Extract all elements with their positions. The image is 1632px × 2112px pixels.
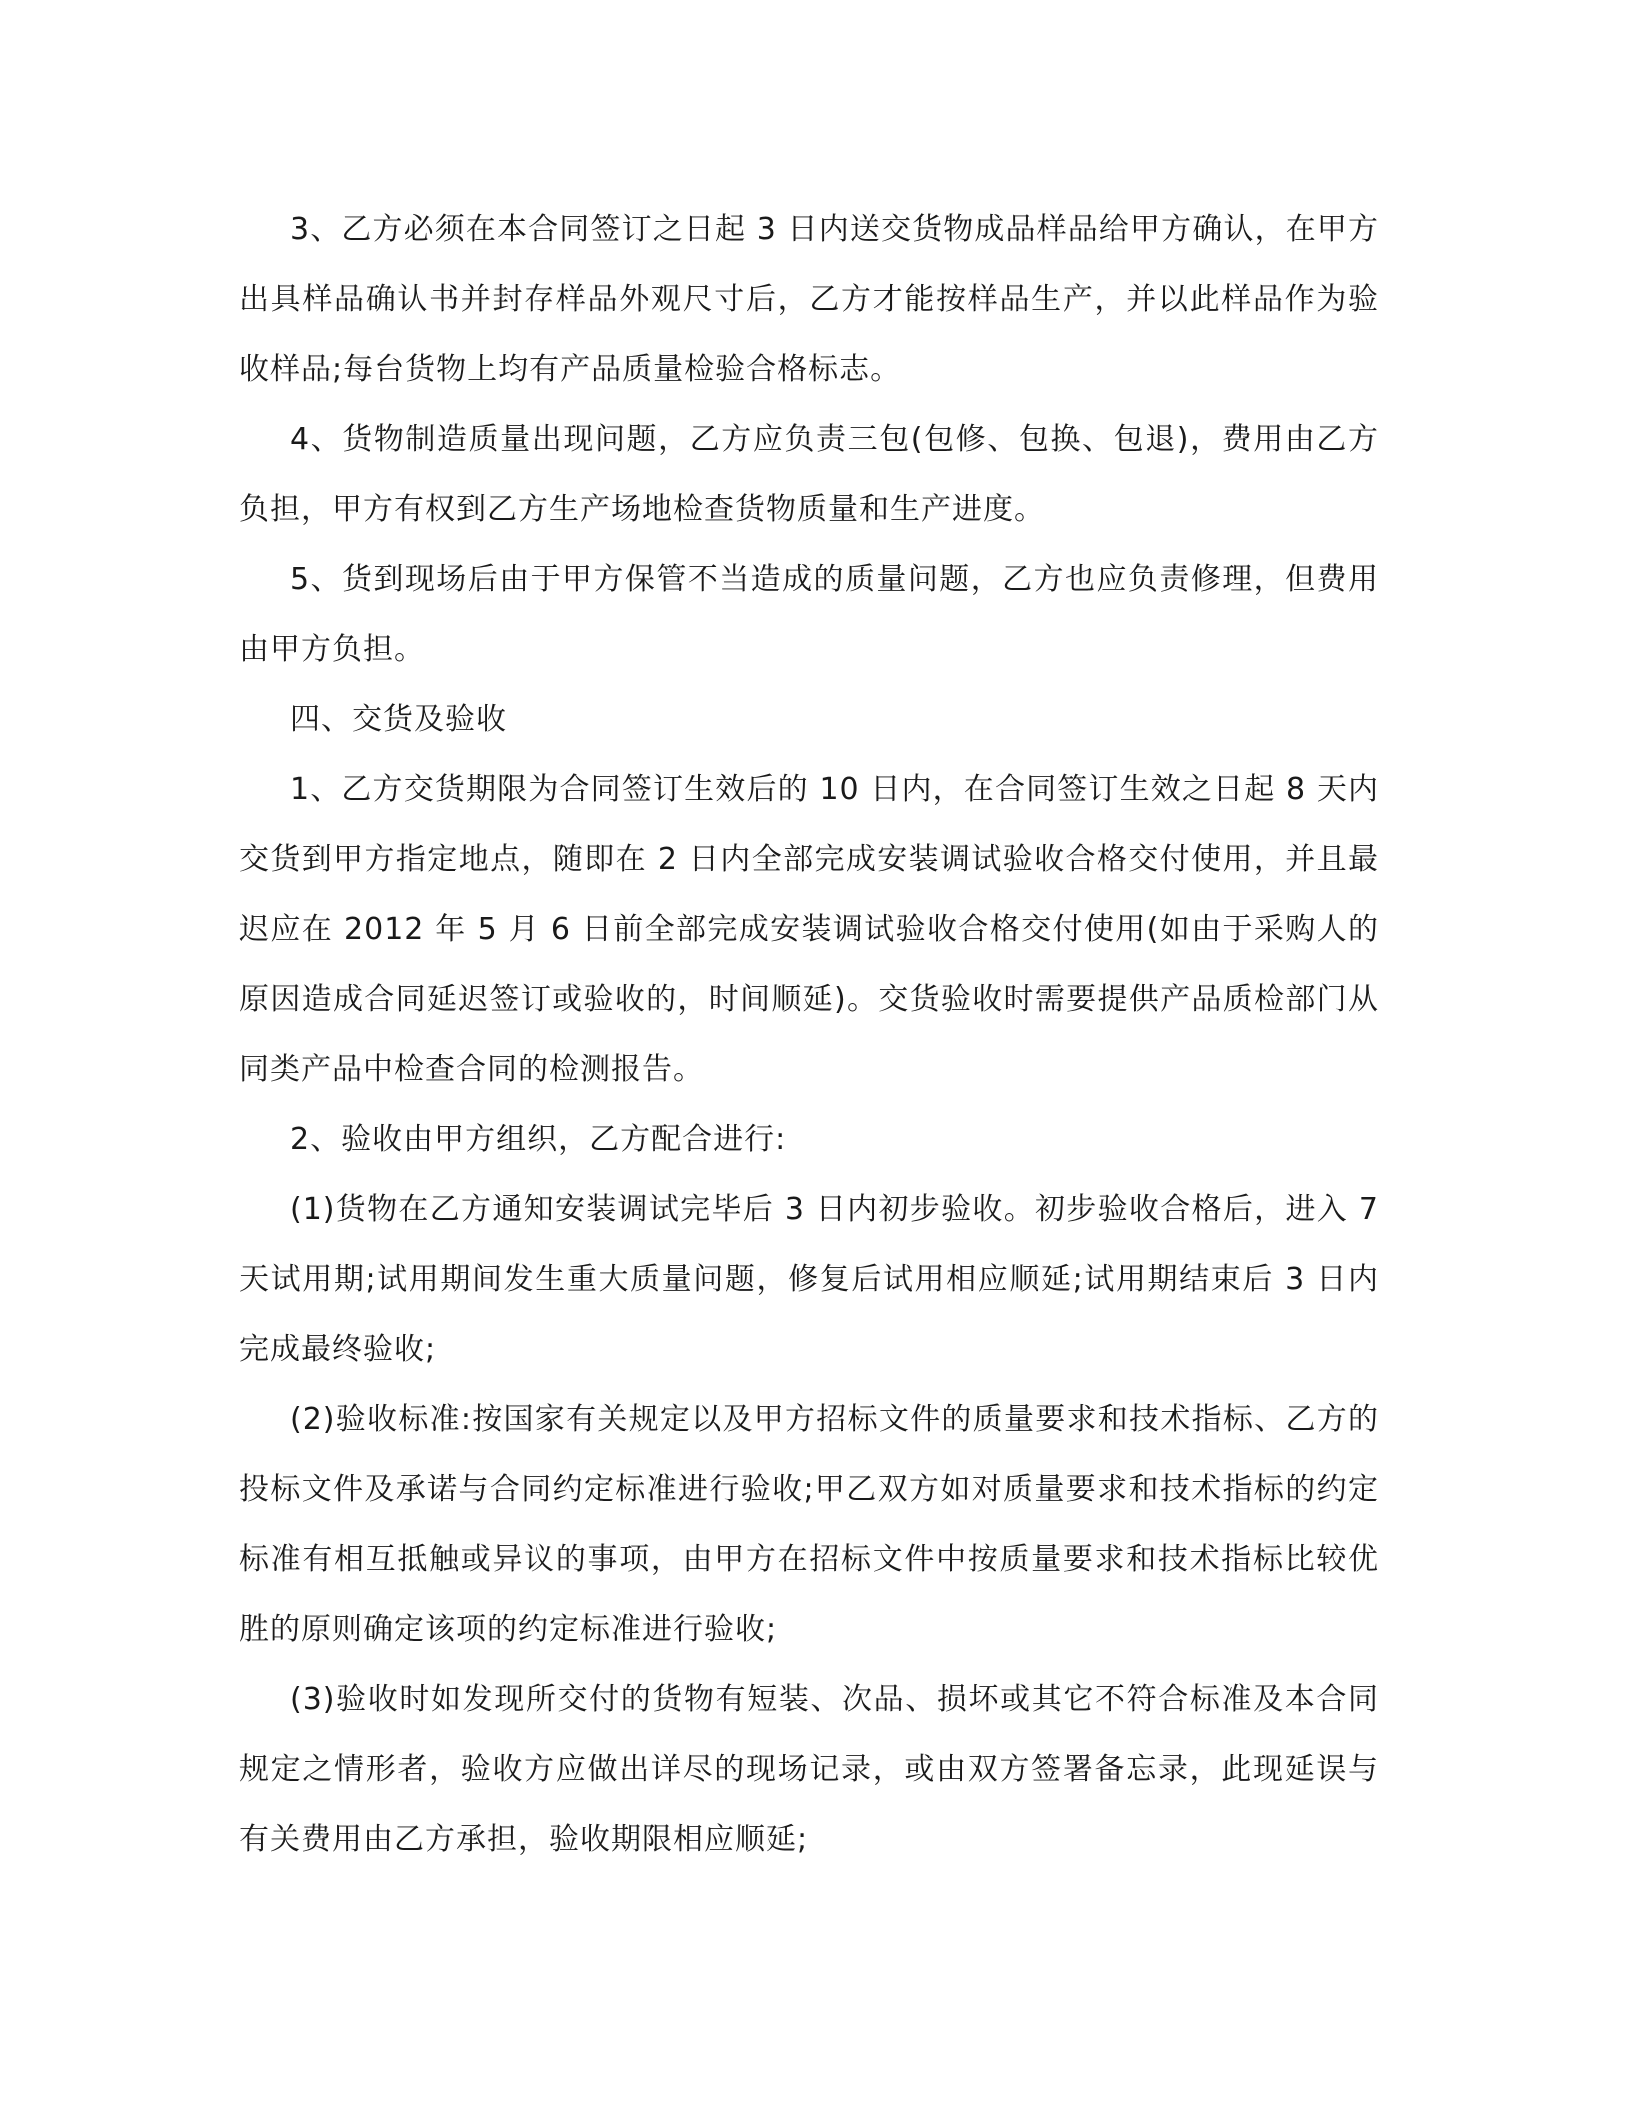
document-body [239,195,1379,1875]
subclause-1-preliminary-acceptance: (1)货物在乙方通知安装调试完毕后 3 日内初步验收。初步验收合格后，进入 7 天试用期;试用期间发生重大质量问题，修复后试用相应顺延;试用期结束后 3 日内完成最终验收; [239,1192,1379,1367]
clause-4-warranty: 4、货物制造质量出现问题，乙方应负责三包(包修、包换、包退)，费用由乙方负担，甲方有权到乙方生产场地检查货物质量和生产进度。 [239,422,1379,527]
subclause-3-defect-handling: (3)验收时如发现所交付的货物有短装、次品、损坏或其它不符合标准及本合同规定之情形者，验收方应做出详尽的现场记录，或由双方签署备忘录，此现延误与有关费用由乙方承担，验收期限相应顺延; [239,1682,1379,1857]
clause-2-acceptance-organization: 2、验收由甲方组织，乙方配合进行: [290,1122,787,1157]
clause-3-samples: 3、乙方必须在本合同签订之日起 3 日内送交货物成品样品给甲方确认，在甲方出具样品确认书并封存样品外观尺寸后，乙方才能按样品生产，并以此样品作为验收样品;每台货物上均有产品质量检验合格标志。 [239,212,1379,387]
clause-5-storage: 5、货到现场后由于甲方保管不当造成的质量问题，乙方也应负责修理，但费用由甲方负担。 [239,562,1379,667]
subclause-2-acceptance-standard: (2)验收标准:按国家有关规定以及甲方招标文件的质量要求和技术指标、乙方的投标文件及承诺与合同约定标准进行验收;甲乙双方如对质量要求和技术指标的约定标准有相互抵触或异议的事项，由甲方在招标文件中按质量要求和技术指标比较优胜的原则确定该项的约定标准进行验收; [239,1402,1379,1647]
clause-1-delivery-deadline: 1、乙方交货期限为合同签订生效后的 10 日内，在合同签订生效之日起 8 天内交货到甲方指定地点，随即在 2 日内全部完成安装调试验收合格交付使用，并且最迟应在 2012 年 5 月 6 日前全部完成安装调试验收合格交付使用(如由于采购人的原因造成合同延迟签订或验收的，时间顺延)。交货验收时需要提供产品质检部门从同类产品中检查合同的检测报告。 [239,772,1379,1087]
section-heading-delivery-acceptance: 四、交货及验收 [290,702,507,737]
